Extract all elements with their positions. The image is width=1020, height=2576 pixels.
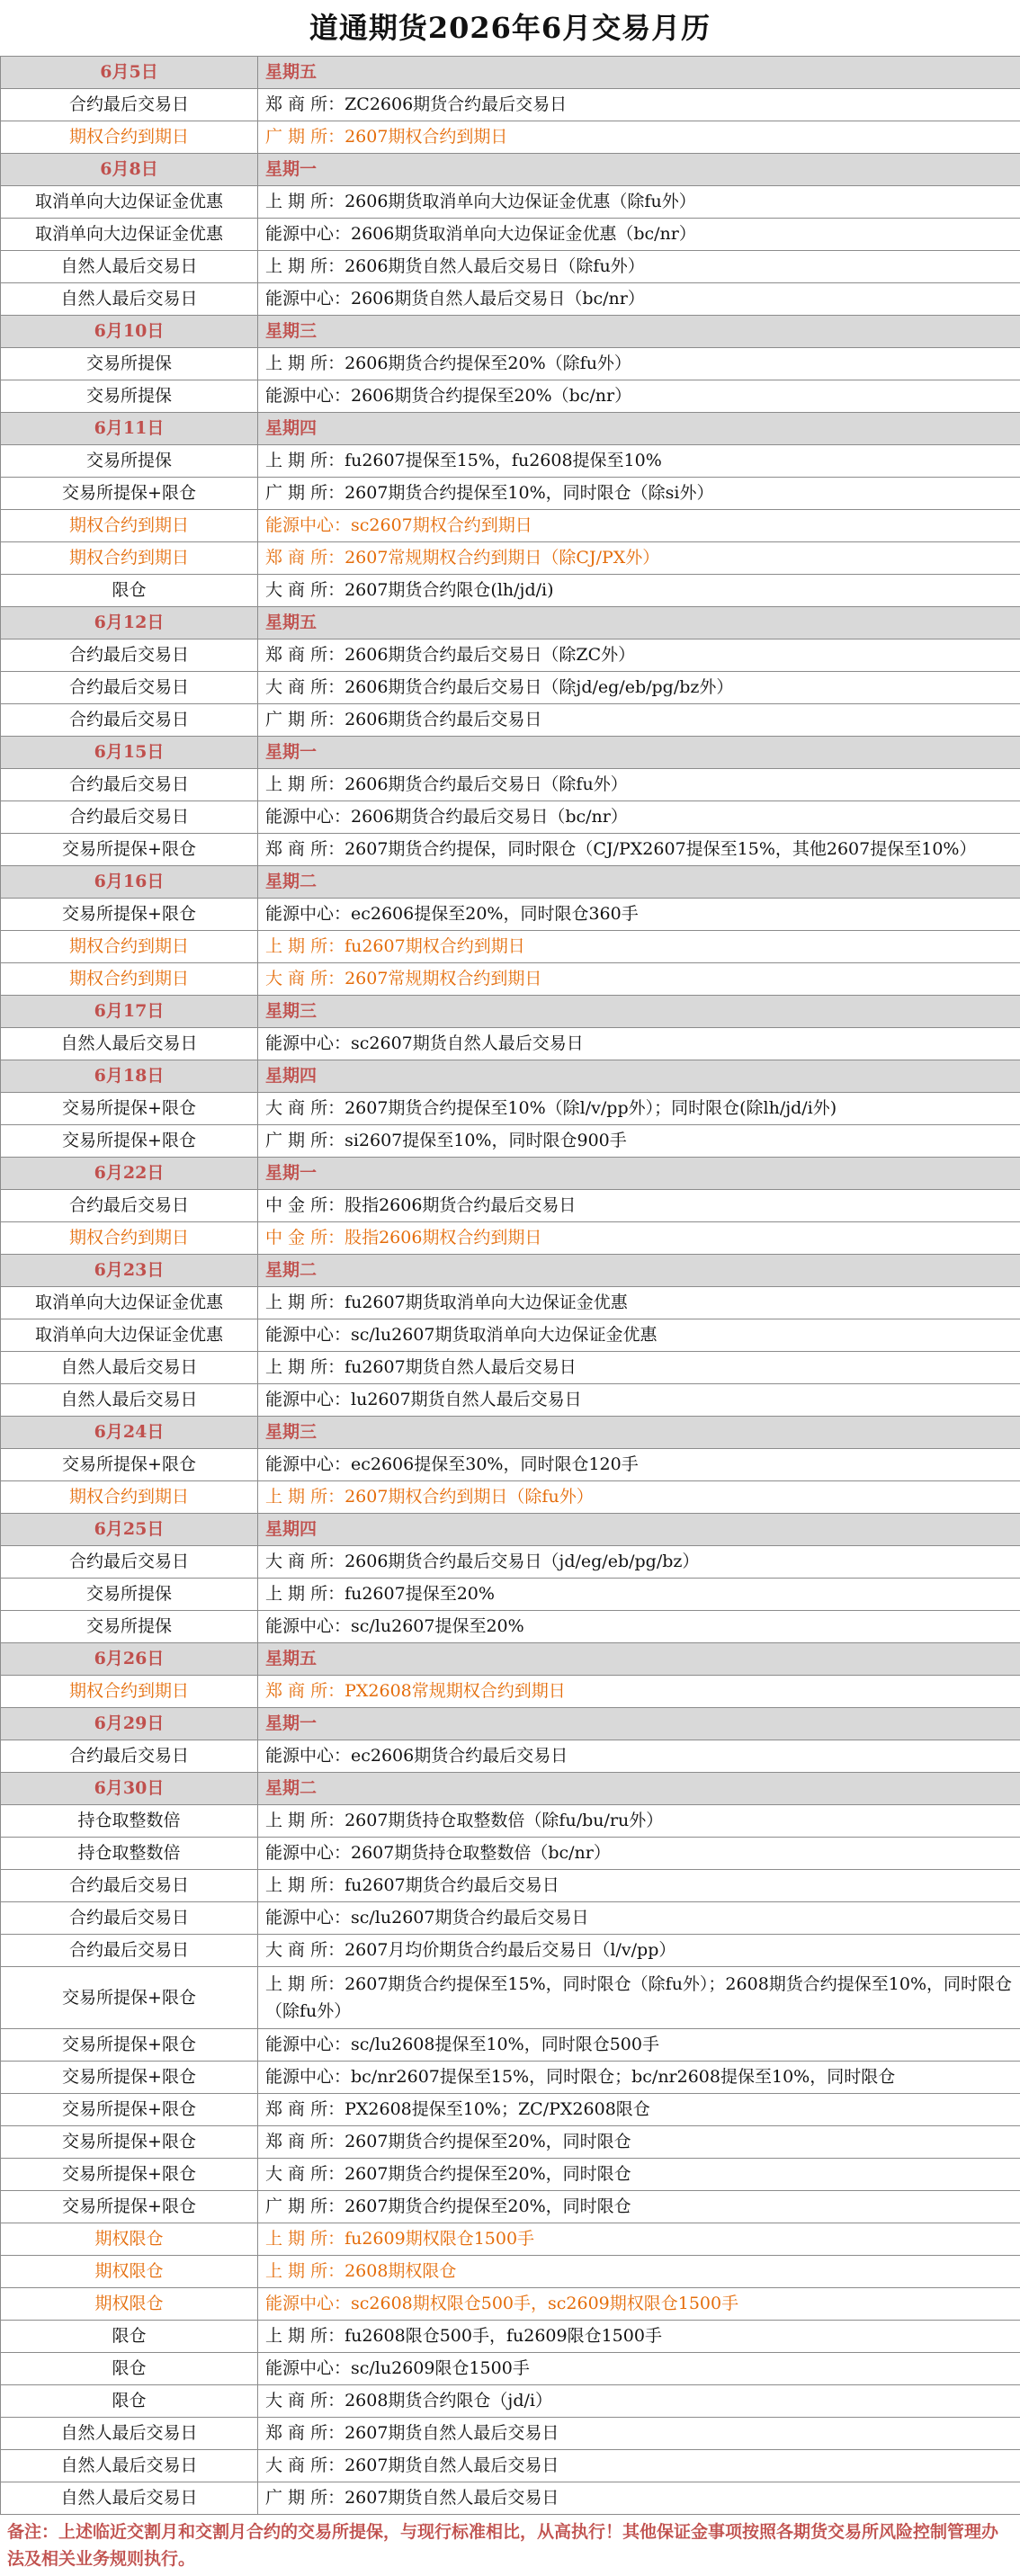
event-detail-cell: 能源中心：ec2606提保至30%，同时限仓120手 [258, 1449, 1020, 1481]
date-header-row [1, 1514, 1020, 1546]
event-type-cell: 合约最后交易日 [1, 640, 258, 672]
event-type-cell: 期权合约到期日 [1, 542, 258, 575]
event-detail-cell: 能源中心：sc/lu2609限仓1500手 [258, 2353, 1020, 2385]
event-detail-cell: 广 期 所：2606期货合约最后交易日 [258, 704, 1020, 737]
event-detail-cell: 大 商 所：2608期货合约限仓（jd/i） [258, 2385, 1020, 2418]
event-type-cell: 交易所提保 [1, 1579, 258, 1611]
event-detail-cell: 能源中心：sc/lu2607提保至20% [258, 1611, 1020, 1643]
event-row [1, 2418, 1020, 2450]
event-type-cell: 合约最后交易日 [1, 769, 258, 801]
event-type-cell: 交易所提保+限仓 [1, 2094, 258, 2126]
event-row [1, 219, 1020, 251]
date-cell: 6月5日 [1, 57, 258, 89]
weekday-cell: 星期一 [258, 1708, 1020, 1740]
weekday-cell: 星期四 [258, 1060, 1020, 1093]
event-detail-cell: 上 期 所：fu2607提保至15%，fu2608提保至10% [258, 445, 1020, 478]
event-detail-cell: 上 期 所：fu2608限仓500手，fu2609限仓1500手 [258, 2321, 1020, 2353]
event-detail-cell: 能源中心：2606期货合约提保至20%（bc/nr） [258, 380, 1020, 413]
event-type-cell: 自然人最后交易日 [1, 1028, 258, 1060]
event-type-cell: 取消单向大边保证金优惠 [1, 186, 258, 219]
date-header-row [1, 1417, 1020, 1449]
event-type-cell: 交易所提保+限仓 [1, 2029, 258, 2062]
event-row [1, 2288, 1020, 2321]
event-detail-cell: 大 商 所：2607期货自然人最后交易日 [258, 2450, 1020, 2482]
event-type-cell: 交易所提保+限仓 [1, 834, 258, 866]
event-row [1, 2191, 1020, 2223]
event-row [1, 575, 1020, 607]
event-row [1, 1352, 1020, 1384]
event-row [1, 283, 1020, 316]
event-row [1, 121, 1020, 154]
event-type-cell: 限仓 [1, 575, 258, 607]
event-detail-cell: 广 期 所：2607期货自然人最后交易日 [258, 2482, 1020, 2515]
event-detail-cell: 上 期 所：fu2607提保至20% [258, 1579, 1020, 1611]
event-type-cell: 取消单向大边保证金优惠 [1, 219, 258, 251]
event-row [1, 1287, 1020, 1319]
event-row [1, 704, 1020, 737]
date-header-row [1, 1158, 1020, 1190]
event-type-cell: 交易所提保+限仓 [1, 2062, 258, 2094]
weekday-cell: 星期三 [258, 1417, 1020, 1449]
event-type-cell: 交易所提保+限仓 [1, 478, 258, 510]
event-type-cell: 取消单向大边保证金优惠 [1, 1319, 258, 1352]
event-row [1, 2353, 1020, 2385]
event-detail-cell: 能源中心：2607期货持仓取整数倍（bc/nr） [258, 1838, 1020, 1870]
event-row [1, 2159, 1020, 2191]
event-detail-cell: 郑 商 所：ZC2606期货合约最后交易日 [258, 89, 1020, 121]
weekday-cell: 星期一 [258, 1158, 1020, 1190]
event-detail-cell: 上 期 所：2606期货自然人最后交易日（除fu外） [258, 251, 1020, 283]
event-type-cell: 期权合约到期日 [1, 1222, 258, 1255]
event-row [1, 834, 1020, 866]
date-cell: 6月16日 [1, 866, 258, 899]
date-cell: 6月8日 [1, 154, 258, 186]
event-type-cell: 自然人最后交易日 [1, 283, 258, 316]
event-row [1, 1449, 1020, 1481]
event-type-cell: 交易所提保+限仓 [1, 2191, 258, 2223]
event-type-cell: 交易所提保 [1, 380, 258, 413]
event-detail-cell: 大 商 所：2607常规期权合约到期日 [258, 963, 1020, 996]
event-row [1, 1093, 1020, 1125]
date-header-row [1, 1643, 1020, 1676]
event-detail-cell: 能源中心：sc2607期权合约到期日 [258, 510, 1020, 542]
event-row [1, 2062, 1020, 2094]
event-detail-cell: 广 期 所：2607期货合约提保至10%，同时限仓（除si外） [258, 478, 1020, 510]
event-type-cell: 期权限仓 [1, 2288, 258, 2321]
date-cell: 6月15日 [1, 737, 258, 769]
event-type-cell: 限仓 [1, 2385, 258, 2418]
event-row [1, 672, 1020, 704]
event-type-cell: 交易所提保+限仓 [1, 899, 258, 931]
event-row [1, 769, 1020, 801]
event-row [1, 2450, 1020, 2482]
event-detail-cell: 上 期 所：2607期货持仓取整数倍（除fu/bu/ru外） [258, 1805, 1020, 1838]
event-detail-cell: 郑 商 所：PX2608常规期权合约到期日 [258, 1676, 1020, 1708]
event-type-cell: 自然人最后交易日 [1, 2482, 258, 2515]
event-type-cell: 交易所提保+限仓 [1, 1967, 258, 2029]
event-row [1, 1222, 1020, 1255]
event-type-cell: 期权合约到期日 [1, 121, 258, 154]
event-row [1, 2482, 1020, 2515]
date-cell: 6月10日 [1, 316, 258, 348]
calendar-table [0, 56, 1020, 2515]
date-cell: 6月23日 [1, 1255, 258, 1287]
date-cell: 6月30日 [1, 1773, 258, 1805]
event-type-cell: 期权合约到期日 [1, 1481, 258, 1514]
event-detail-cell: 上 期 所：2606期货取消单向大边保证金优惠（除fu外） [258, 186, 1020, 219]
event-row [1, 1902, 1020, 1935]
weekday-cell: 星期一 [258, 737, 1020, 769]
event-detail-cell: 上 期 所：fu2607期货合约最后交易日 [258, 1870, 1020, 1902]
event-detail-cell: 能源中心：bc/nr2607提保至15%，同时限仓；bc/nr2608提保至10%，同时限仓 [258, 2062, 1020, 2094]
event-detail-cell: 广 期 所：2607期货合约提保至20%，同时限仓 [258, 2191, 1020, 2223]
event-detail-cell: 能源中心：sc/lu2607期货取消单向大边保证金优惠 [258, 1319, 1020, 1352]
date-header-row [1, 316, 1020, 348]
event-type-cell: 合约最后交易日 [1, 1740, 258, 1773]
event-type-cell: 交易所提保 [1, 348, 258, 380]
event-row [1, 2256, 1020, 2288]
event-type-cell: 交易所提保+限仓 [1, 2126, 258, 2159]
event-type-cell: 交易所提保+限仓 [1, 1449, 258, 1481]
date-cell: 6月12日 [1, 607, 258, 640]
event-row [1, 478, 1020, 510]
event-detail-cell: 广 期 所：2607期权合约到期日 [258, 121, 1020, 154]
event-detail-cell: 上 期 所：fu2609期权限仓1500手 [258, 2223, 1020, 2256]
event-row [1, 1805, 1020, 1838]
date-header-row [1, 1255, 1020, 1287]
event-detail-cell: 大 商 所：2607期货合约限仓(lh/jd/i) [258, 575, 1020, 607]
event-type-cell: 期权限仓 [1, 2223, 258, 2256]
date-header-row [1, 413, 1020, 445]
event-row [1, 1546, 1020, 1579]
event-row [1, 1190, 1020, 1222]
date-header-row [1, 1060, 1020, 1093]
event-detail-cell: 能源中心：sc/lu2607期货合约最后交易日 [258, 1902, 1020, 1935]
event-type-cell: 限仓 [1, 2321, 258, 2353]
event-detail-cell: 能源中心：sc2608期权限仓500手，sc2609期权限仓1500手 [258, 2288, 1020, 2321]
event-type-cell: 自然人最后交易日 [1, 251, 258, 283]
event-row [1, 1579, 1020, 1611]
footnote: 备注：上述临近交割月和交割月合约的交易所提保，与现行标准相比，从高执行！其他保证金事项按照各期货交易所风险控制管理办法及相关业务规则执行。 [0, 2515, 1020, 2576]
event-type-cell: 合约最后交易日 [1, 1870, 258, 1902]
date-header-row [1, 154, 1020, 186]
weekday-cell: 星期三 [258, 316, 1020, 348]
date-header-row [1, 1773, 1020, 1805]
weekday-cell: 星期五 [258, 1643, 1020, 1676]
event-detail-cell: 大 商 所：2607期货合约提保至10%（除l/v/pp外）；同时限仓(除lh/jd/i外) [258, 1093, 1020, 1125]
event-row [1, 2223, 1020, 2256]
event-detail-cell: 能源中心：2606期货取消单向大边保证金优惠（bc/nr） [258, 219, 1020, 251]
weekday-cell: 星期一 [258, 154, 1020, 186]
page-title: 道通期货2026年6月交易月历 [0, 0, 1020, 56]
event-row [1, 963, 1020, 996]
weekday-cell: 星期二 [258, 1773, 1020, 1805]
event-type-cell: 限仓 [1, 2353, 258, 2385]
event-type-cell: 自然人最后交易日 [1, 2450, 258, 2482]
event-detail-cell: 能源中心：2606期货合约最后交易日（bc/nr） [258, 801, 1020, 834]
event-type-cell: 合约最后交易日 [1, 1190, 258, 1222]
event-row [1, 931, 1020, 963]
calendar-rows [1, 57, 1020, 2515]
event-detail-cell: 上 期 所：fu2607期货取消单向大边保证金优惠 [258, 1287, 1020, 1319]
date-cell: 6月26日 [1, 1643, 258, 1676]
event-type-cell: 交易所提保+限仓 [1, 1093, 258, 1125]
event-row [1, 445, 1020, 478]
event-type-cell: 合约最后交易日 [1, 801, 258, 834]
date-header-row [1, 996, 1020, 1028]
event-type-cell: 交易所提保 [1, 1611, 258, 1643]
weekday-cell: 星期二 [258, 1255, 1020, 1287]
event-type-cell: 期权合约到期日 [1, 510, 258, 542]
event-detail-cell: 上 期 所：2606期货合约最后交易日（除fu外） [258, 769, 1020, 801]
event-detail-cell: 上 期 所：2606期货合约提保至20%（除fu外） [258, 348, 1020, 380]
event-row [1, 899, 1020, 931]
event-type-cell: 期权限仓 [1, 2256, 258, 2288]
event-row [1, 640, 1020, 672]
event-row [1, 1935, 1020, 1967]
event-row [1, 1028, 1020, 1060]
event-type-cell: 持仓取整数倍 [1, 1838, 258, 1870]
event-row [1, 1611, 1020, 1643]
event-row [1, 1967, 1020, 2029]
event-detail-cell: 能源中心：ec2606提保至20%，同时限仓360手 [258, 899, 1020, 931]
event-row [1, 1838, 1020, 1870]
date-cell: 6月29日 [1, 1708, 258, 1740]
event-type-cell: 取消单向大边保证金优惠 [1, 1287, 258, 1319]
event-type-cell: 交易所提保+限仓 [1, 1125, 258, 1158]
event-row [1, 2126, 1020, 2159]
event-detail-cell: 能源中心：sc2607期货自然人最后交易日 [258, 1028, 1020, 1060]
event-row [1, 1481, 1020, 1514]
date-cell: 6月22日 [1, 1158, 258, 1190]
date-header-row [1, 1708, 1020, 1740]
event-detail-cell: 中 金 所：股指2606期权合约到期日 [258, 1222, 1020, 1255]
event-detail-cell: 上 期 所：fu2607期权合约到期日 [258, 931, 1020, 963]
event-type-cell: 合约最后交易日 [1, 1935, 258, 1967]
event-detail-cell: 上 期 所：2607期权合约到期日（除fu外） [258, 1481, 1020, 1514]
event-type-cell: 自然人最后交易日 [1, 1384, 258, 1417]
event-row [1, 2094, 1020, 2126]
event-detail-cell: 中 金 所：股指2606期货合约最后交易日 [258, 1190, 1020, 1222]
event-type-cell: 自然人最后交易日 [1, 2418, 258, 2450]
event-row [1, 2321, 1020, 2353]
weekday-cell: 星期二 [258, 866, 1020, 899]
event-detail-cell: 郑 商 所：2607期货自然人最后交易日 [258, 2418, 1020, 2450]
date-header-row [1, 737, 1020, 769]
date-cell: 6月17日 [1, 996, 258, 1028]
event-row [1, 2385, 1020, 2418]
event-row [1, 1740, 1020, 1773]
date-header-row [1, 57, 1020, 89]
event-type-cell: 交易所提保 [1, 445, 258, 478]
event-type-cell: 期权合约到期日 [1, 963, 258, 996]
weekday-cell: 星期四 [258, 413, 1020, 445]
event-detail-cell: 上 期 所：2608期权限仓 [258, 2256, 1020, 2288]
event-detail-cell: 上 期 所：fu2607期货自然人最后交易日 [258, 1352, 1020, 1384]
event-detail-cell: 广 期 所：si2607提保至10%，同时限仓900手 [258, 1125, 1020, 1158]
event-row [1, 1870, 1020, 1902]
event-detail-cell: 大 商 所：2607月均价期货合约最后交易日（l/v/pp） [258, 1935, 1020, 1967]
event-row [1, 2029, 1020, 2062]
event-detail-cell: 能源中心：sc/lu2608提保至10%，同时限仓500手 [258, 2029, 1020, 2062]
event-type-cell: 合约最后交易日 [1, 1546, 258, 1579]
event-row [1, 1319, 1020, 1352]
date-cell: 6月11日 [1, 413, 258, 445]
event-type-cell: 期权合约到期日 [1, 931, 258, 963]
event-type-cell: 合约最后交易日 [1, 704, 258, 737]
event-row [1, 186, 1020, 219]
event-detail-cell: 大 商 所：2606期货合约最后交易日（除jd/eg/eb/pg/bz外） [258, 672, 1020, 704]
event-type-cell: 合约最后交易日 [1, 1902, 258, 1935]
event-type-cell: 持仓取整数倍 [1, 1805, 258, 1838]
event-detail-cell: 郑 商 所：2607期货合约提保，同时限仓（CJ/PX2607提保至15%，其他2607提保至10%） [258, 834, 1020, 866]
event-type-cell: 交易所提保+限仓 [1, 2159, 258, 2191]
event-detail-cell: 能源中心：2606期货自然人最后交易日（bc/nr） [258, 283, 1020, 316]
event-row [1, 510, 1020, 542]
event-detail-cell: 郑 商 所：PX2608提保至10%；ZC/PX2608限仓 [258, 2094, 1020, 2126]
event-type-cell: 合约最后交易日 [1, 672, 258, 704]
weekday-cell: 星期三 [258, 996, 1020, 1028]
event-detail-cell: 郑 商 所：2607期货合约提保至20%，同时限仓 [258, 2126, 1020, 2159]
date-cell: 6月25日 [1, 1514, 258, 1546]
event-row [1, 542, 1020, 575]
event-type-cell: 期权合约到期日 [1, 1676, 258, 1708]
event-row [1, 89, 1020, 121]
weekday-cell: 星期五 [258, 607, 1020, 640]
event-detail-cell: 郑 商 所：2606期货合约最后交易日（除ZC外） [258, 640, 1020, 672]
event-row [1, 348, 1020, 380]
event-row [1, 380, 1020, 413]
event-row [1, 1384, 1020, 1417]
event-detail-cell: 大 商 所：2606期货合约最后交易日（jd/eg/eb/pg/bz） [258, 1546, 1020, 1579]
weekday-cell: 星期五 [258, 57, 1020, 89]
event-detail-cell: 上 期 所：2607期货合约提保至15%，同时限仓（除fu外）；2608期货合约提保至10%，同时限仓（除fu外） [258, 1967, 1020, 2029]
event-detail-cell: 大 商 所：2607期货合约提保至20%，同时限仓 [258, 2159, 1020, 2191]
event-detail-cell: 能源中心：ec2606期货合约最后交易日 [258, 1740, 1020, 1773]
event-type-cell: 合约最后交易日 [1, 89, 258, 121]
event-row [1, 1125, 1020, 1158]
date-header-row [1, 607, 1020, 640]
event-detail-cell: 能源中心：lu2607期货自然人最后交易日 [258, 1384, 1020, 1417]
weekday-cell: 星期四 [258, 1514, 1020, 1546]
event-row [1, 1676, 1020, 1708]
event-type-cell: 自然人最后交易日 [1, 1352, 258, 1384]
date-header-row [1, 866, 1020, 899]
event-row [1, 801, 1020, 834]
date-cell: 6月18日 [1, 1060, 258, 1093]
date-cell: 6月24日 [1, 1417, 258, 1449]
event-row [1, 251, 1020, 283]
event-detail-cell: 郑 商 所：2607常规期权合约到期日（除CJ/PX外） [258, 542, 1020, 575]
